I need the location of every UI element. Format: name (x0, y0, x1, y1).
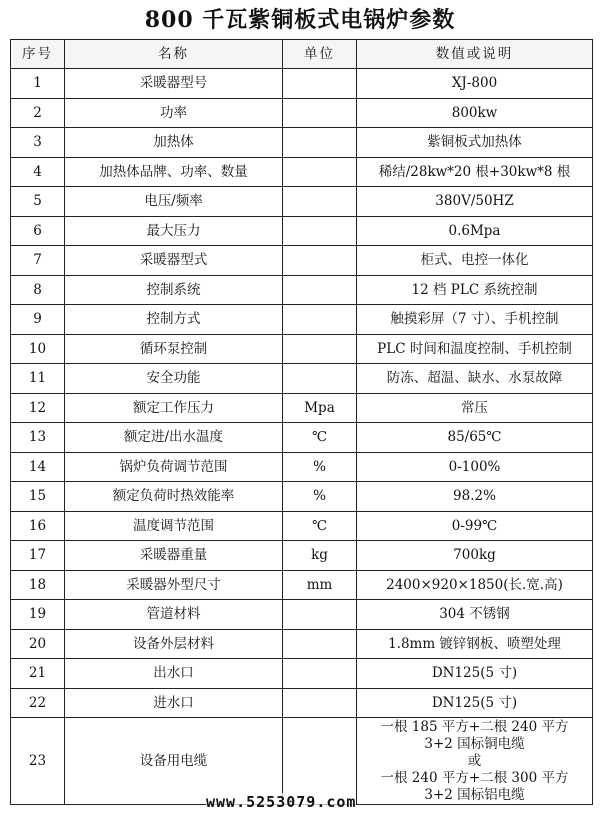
table-row (11, 187, 593, 217)
row-number: 6 (11, 216, 65, 246)
row-number: 10 (11, 334, 65, 364)
row-value: 85/65℃ (357, 423, 593, 453)
row-unit (283, 246, 357, 276)
row-unit: ℃ (283, 511, 357, 541)
row-value (357, 718, 593, 805)
row-number: 12 (11, 393, 65, 423)
table-row (11, 98, 593, 128)
row-unit (283, 128, 357, 158)
row-number: 19 (11, 600, 65, 630)
table-row (11, 216, 593, 246)
row-value: 380V/50HZ (357, 187, 593, 217)
row-name: 控制系统 (65, 275, 283, 305)
row-number: 9 (11, 305, 65, 335)
row-unit (283, 629, 357, 659)
table-row (11, 541, 593, 571)
row-number: 5 (11, 187, 65, 217)
row-value: 304 不锈钢 (357, 600, 593, 630)
row-name: 设备用电缆 (65, 718, 283, 805)
row-number: 23 (11, 718, 65, 805)
cable-spec-line: 3+2 国标铜电缆 (424, 735, 525, 752)
row-name: 温度调节范围 (65, 511, 283, 541)
row-number: 2 (11, 98, 65, 128)
row-value: 12 档 PLC 系统控制 (357, 275, 593, 305)
table-body (11, 69, 593, 805)
table-row (11, 275, 593, 305)
row-unit (283, 364, 357, 394)
row-value: 稀结/28kw*20 根+30kw*8 根 (357, 157, 593, 187)
row-number: 8 (11, 275, 65, 305)
row-unit: % (283, 482, 357, 512)
row-name: 额定工作压力 (65, 393, 283, 423)
row-number: 1 (11, 69, 65, 99)
row-unit (283, 275, 357, 305)
row-value: DN125(5 寸) (357, 688, 593, 718)
row-value: 98.2% (357, 482, 593, 512)
row-name: 设备外层材料 (65, 629, 283, 659)
header-value: 数值或说明 (357, 40, 593, 69)
row-name: 锅炉负荷调节范围 (65, 452, 283, 482)
row-number: 7 (11, 246, 65, 276)
table-header-row (11, 40, 593, 69)
table-row (11, 246, 593, 276)
row-name: 控制方式 (65, 305, 283, 335)
table-row (11, 423, 593, 453)
row-number: 21 (11, 659, 65, 689)
row-number: 4 (11, 157, 65, 187)
table-row (11, 629, 593, 659)
row-name: 安全功能 (65, 364, 283, 394)
row-unit (283, 688, 357, 718)
row-value: 紫铜板式加热体 (357, 128, 593, 158)
row-number: 22 (11, 688, 65, 718)
row-name: 加热体 (65, 128, 283, 158)
row-unit: % (283, 452, 357, 482)
row-value: 触摸彩屏（7 寸）、手机控制 (357, 305, 593, 335)
row-number: 11 (11, 364, 65, 394)
row-value: 700kg (357, 541, 593, 571)
table-row (11, 393, 593, 423)
row-number: 18 (11, 570, 65, 600)
row-number: 20 (11, 629, 65, 659)
row-value: 防冻、超温、缺水、水泵故障 (357, 364, 593, 394)
row-name: 最大压力 (65, 216, 283, 246)
row-value: 0-99℃ (357, 511, 593, 541)
cable-spec-line: 3+2 国标铝电缆 (424, 786, 525, 803)
table-row (11, 452, 593, 482)
row-name: 采暖器外型尺寸 (65, 570, 283, 600)
row-number: 17 (11, 541, 65, 571)
row-name: 管道材料 (65, 600, 283, 630)
row-name: 进水口 (65, 688, 283, 718)
table-row (11, 659, 593, 689)
table-row (11, 334, 593, 364)
row-unit: kg (283, 541, 357, 571)
row-unit (283, 216, 357, 246)
header-no: 序号 (11, 40, 65, 69)
row-name: 电压/频率 (65, 187, 283, 217)
row-value: 1.8mm 镀锌钢板、喷塑处理 (357, 629, 593, 659)
row-name: 出水口 (65, 659, 283, 689)
row-number: 16 (11, 511, 65, 541)
row-unit (283, 98, 357, 128)
row-name: 加热体品牌、功率、数量 (65, 157, 283, 187)
row-unit (283, 659, 357, 689)
table-row (11, 364, 593, 394)
header-name: 名称 (65, 40, 283, 69)
row-value: XJ-800 (357, 69, 593, 99)
row-name: 额定进/出水温度 (65, 423, 283, 453)
cable-spec-line: 一根 185 平方+二根 240 平方 (380, 718, 569, 735)
row-value: 常压 (357, 393, 593, 423)
row-value: 0-100% (357, 452, 593, 482)
spec-table (10, 39, 593, 805)
table-row (11, 600, 593, 630)
row-unit: mm (283, 570, 357, 600)
header-unit: 单位 (283, 40, 357, 69)
cable-spec-line: 或 (467, 752, 482, 769)
row-unit: ℃ (283, 423, 357, 453)
row-unit (283, 600, 357, 630)
row-number: 3 (11, 128, 65, 158)
table-row (11, 570, 593, 600)
row-name: 功率 (65, 98, 283, 128)
row-value: 2400×920×1850(长.宽.高) (357, 570, 593, 600)
row-value: 0.6Mpa (357, 216, 593, 246)
row-number: 15 (11, 482, 65, 512)
row-name: 采暖器重量 (65, 541, 283, 571)
row-unit (283, 334, 357, 364)
row-unit (283, 187, 357, 217)
row-name: 额定负荷时热效能率 (65, 482, 283, 512)
table-row (11, 482, 593, 512)
row-number: 13 (11, 423, 65, 453)
cable-spec-line: 一根 240 平方+二根 300 平方 (380, 769, 569, 786)
row-value: 800kw (357, 98, 593, 128)
row-name: 采暖器型式 (65, 246, 283, 276)
row-unit (283, 718, 357, 805)
table-row (11, 128, 593, 158)
row-number: 14 (11, 452, 65, 482)
table-row (11, 718, 593, 805)
row-unit (283, 305, 357, 335)
row-value: PLC 时间和温度控制、手机控制 (357, 334, 593, 364)
table-row (11, 511, 593, 541)
page-title: 800 千瓦紫铜板式电锅炉参数 (144, 7, 456, 33)
site-watermark: www.5253079.com (206, 793, 357, 811)
row-unit (283, 157, 357, 187)
row-value: DN125(5 寸) (357, 659, 593, 689)
table-row (11, 688, 593, 718)
row-value: 柜式、电控一体化 (357, 246, 593, 276)
table-row (11, 305, 593, 335)
table-row (11, 157, 593, 187)
table-row (11, 69, 593, 99)
row-unit: Mpa (283, 393, 357, 423)
row-unit (283, 69, 357, 99)
row-name: 采暖器型号 (65, 69, 283, 99)
row-name: 循环泵控制 (65, 334, 283, 364)
